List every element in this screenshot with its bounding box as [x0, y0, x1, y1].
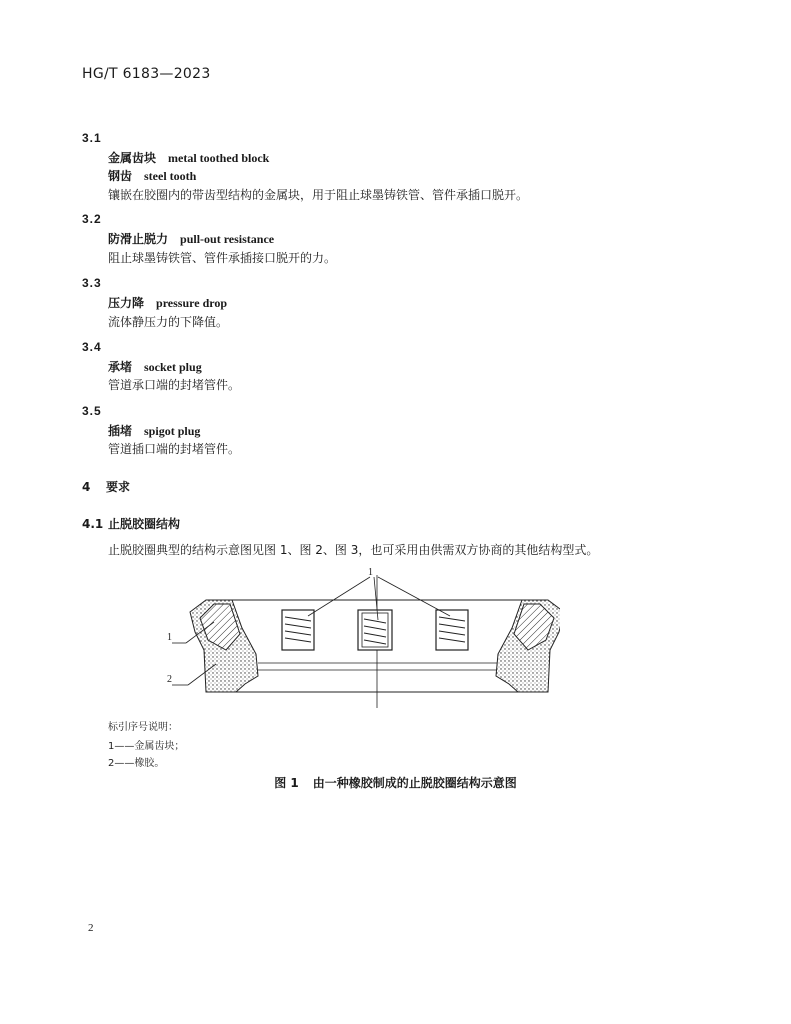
tooth-window-right: [436, 610, 468, 650]
legend-title: 标引序号说明：: [108, 722, 178, 733]
term-en: pull-out resistance: [180, 232, 275, 246]
term-definition-3-2: 阻止球墨铸铁管、管件承插接口脱开的力。: [108, 251, 337, 265]
legend-item-2: 2——橡胶。: [108, 758, 165, 769]
page-number: 2: [88, 922, 94, 934]
figure-caption: [0, 774, 791, 791]
term-number-3-5: 3.5: [82, 404, 102, 418]
section-number: 4: [82, 480, 91, 494]
term-alt-title-3-1: [108, 167, 196, 184]
callout-label-1: 1: [167, 632, 172, 643]
term-definition-3-5: 管道插口端的封堵管件。: [108, 442, 241, 456]
term-cn: 压力降: [108, 296, 145, 310]
tooth-window-left: [282, 610, 314, 650]
term-number-3-4: 3.4: [82, 340, 102, 354]
term-alt-cn: 钢齿: [108, 169, 133, 183]
callout-label-2: 2: [167, 674, 172, 685]
term-definition-3-3: 流体静压力的下降值。: [108, 315, 229, 329]
term-title-3-3: [108, 294, 227, 311]
term-definition-3-1: 镶嵌在胶圈内的带齿型结构的金属块，用于阻止球墨铸铁管、管件承插口脱开。: [108, 188, 529, 202]
callout-label-top: 1: [368, 567, 373, 578]
term-cn: 防滑止脱力: [108, 232, 169, 246]
term-en: socket plug: [144, 360, 202, 374]
term-definition-3-4: 管道承口端的封堵管件。: [108, 378, 241, 392]
term-cn: 金属齿块: [108, 151, 157, 165]
term-en: pressure drop: [156, 296, 228, 310]
term-number-3-2: 3.2: [82, 212, 102, 226]
term-cn: 承堵: [108, 360, 133, 374]
section-heading-4: [82, 478, 130, 495]
term-title-3-5: [108, 422, 200, 439]
term-en: metal toothed block: [168, 151, 270, 165]
section-number: 4.1: [82, 517, 104, 531]
term-alt-en: steel tooth: [144, 169, 197, 183]
figure-1-diagram: [160, 566, 560, 712]
legend-item-1: 1——金属齿块；: [108, 741, 185, 752]
figure-caption-text: 由一种橡胶制成的止脱胶圈结构示意图: [312, 776, 517, 790]
tooth-window-center: [358, 610, 392, 650]
term-number-3-3: 3.3: [82, 276, 102, 290]
section-title: 止脱胶圈结构: [108, 517, 181, 531]
section-title: 要求: [106, 480, 131, 494]
term-number-3-1: 3.1: [82, 131, 102, 145]
term-cn: 插堵: [108, 424, 133, 438]
term-title-3-1: [108, 149, 269, 166]
section-heading-4-1: [82, 515, 180, 532]
term-title-3-2: [108, 230, 274, 247]
document-header-code: HG/T 6183—2023: [82, 66, 211, 82]
term-title-3-4: [108, 358, 202, 375]
term-en: spigot plug: [144, 424, 201, 438]
section-paragraph-4-1: 止脱胶圈典型的结构示意图见图 1、图 2、图 3，也可采用由供需双方协商的其他结构型式。: [108, 543, 599, 557]
figure-caption-label: 图 1: [274, 776, 299, 790]
